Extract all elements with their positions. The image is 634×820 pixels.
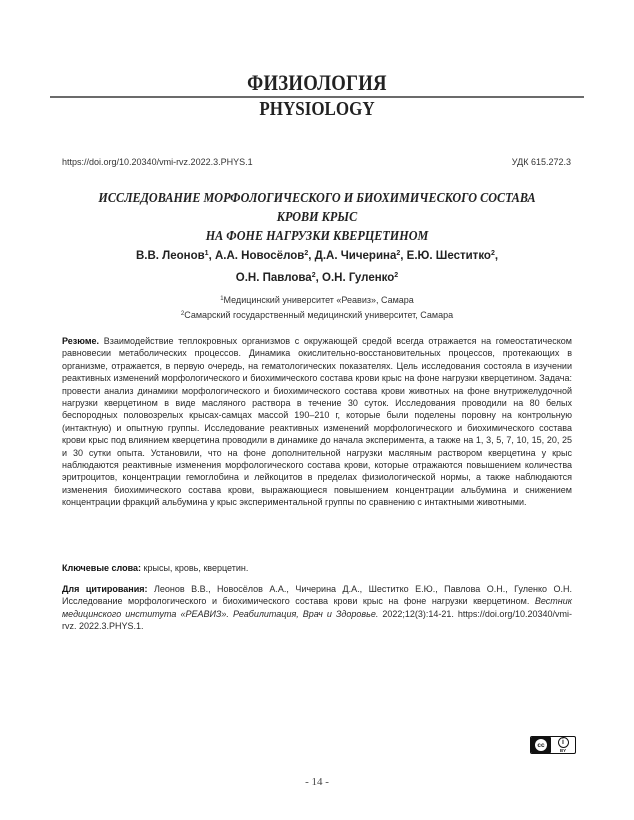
keywords-label: Ключевые слова: <box>62 563 142 573</box>
author-affil-ref: 2 <box>396 250 401 257</box>
author-name: А.А. Новосёлов <box>214 250 305 262</box>
affiliations <box>50 292 584 322</box>
author-name: О.Н. Павлова <box>235 272 312 284</box>
abstract-label: Резюме. <box>62 336 99 346</box>
keywords-text: крысы, кровь, кверцетин. <box>143 563 249 573</box>
citation-label: Для цитирования: <box>62 584 148 594</box>
author-name: О.Н. Гуленко <box>322 272 395 284</box>
author-affil-ref: 2 <box>394 272 399 279</box>
author-list <box>70 244 564 288</box>
cc-license-badge[interactable] <box>530 736 576 754</box>
citation-text: Леонов В.В., Новосёлов А.А., Чичерина Д.А., Шеститко Е.Ю., Павлова О.Н., Гуленко О.Н. Исследование морфологического и биохимического состава крови крыс на фоне нагрузки кверцетином. <box>62 584 572 607</box>
by-attribution <box>551 737 575 753</box>
title-line-2: НА ФОНЕ НАГРУЗКИ КВЕРЦЕТИНОМ <box>205 228 429 243</box>
cc-icon: cc <box>535 739 547 751</box>
affiliation-2: $^2$Самарский государственный медицинский университет, Самара <box>180 310 454 320</box>
page-number: - 14 - <box>305 776 329 788</box>
article-meta <box>62 157 571 167</box>
citation-journal: Вестник медицинского института «РЕАВИЗ». Реабилитация, Врач и Здоровье. <box>62 596 572 619</box>
by-label: BY <box>559 748 567 753</box>
author-affil-ref: 2 <box>304 250 309 257</box>
author-affil-ref: 1 <box>204 250 209 257</box>
authors-line-2: О.Н. Павлова$^2$, О.Н. Гуленко$^2$ <box>235 272 399 284</box>
person-icon: i <box>558 737 569 748</box>
article-title <box>77 188 558 245</box>
udk-code: УДК 615.272.3 <box>511 157 571 167</box>
cc-logo <box>531 737 551 753</box>
author-name: Д.А. Чичерина <box>314 250 397 262</box>
author-affil-ref: 2 <box>490 250 495 257</box>
citation-details[interactable]: 2022;12(3):14-21. https://doi.org/10.20340/vmi-rvz. 2022.3.PHYS.1. <box>62 608 572 632</box>
doi-link[interactable]: https://doi.org/10.20340/vmi-rvz.2022.3.PHYS.1 <box>62 157 253 167</box>
keywords <box>62 562 572 574</box>
authors-line-1: В.В. Леонов$^1$, А.А. Новосёлов$^2$, Д.А. Чичерина$^2$, Е.Ю. Шеститко$^2$, <box>135 250 499 262</box>
citation <box>62 583 572 633</box>
title-line-1: ИССЛЕДОВАНИЕ МОРФОЛОГИЧЕСКОГО И БИОХИМИЧЕСКОГО СОСТАВА КРОВИ КРЫС <box>98 190 536 224</box>
abstract-text: Взаимодействие теплокровных организмов с окружающей средой всегда отражается на гомеостатическом равновесии метаболических процессов. Динамика окислительно-восстановительных процессов, протекающих в организме, отражается, в первую очередь, на гематологических показателях. Цель исследования состояла в изучении реактивных изменений морфологического и биохимического состава крови крыс на фоне нагрузки кверцетином. Задача: провести анализ динамики морфологического и биохимического состава крови животных на фоне внутрижелудочной нагрузки кверцетином в виде масляного раствора в течение 30 суток. Исследования проводили на 80 белых беспородных половозрелых крысах-самцах массой 190–210 г, которые были поделены поровну на контрольную (интактную) и опытную группы. Исследование реактивных изменений морфологического и биохимического состава крови крыс под влиянием кверцетина проводили в динамике до начала эксперимента, а также на 1, 3, 5, 7, 10, 15, 20, 25 и 30 сутки опыта. Установили, что на фоне дополнительной нагрузки масляным раствором кверцетина у крыс наблюдаются реактивные изменения морфологического состава крови, которые отражаются повышением количества эритроцитов, концентрации гемоглобина и лейкоцитов в пределах физиологической нормы, а также наблюдаются изменения биохимического состава крови, выражающиеся повышением концентрации альбумина и снижением концентрации фракций альбумина у крыс экспериментальной группы по сравнению с интактными животными. <box>62 336 572 508</box>
abstract <box>62 335 572 509</box>
author-affil-ref: 2 <box>311 272 316 279</box>
section-title-ru: ФИЗИОЛОГИЯ <box>247 70 387 95</box>
section-title-en: PHYSIOLOGY <box>259 98 375 120</box>
affiliation-1: $^1$Медицинский университет «Реавиз», Самара <box>220 295 414 305</box>
author-name: Е.Ю. Шеститко <box>406 250 491 262</box>
author-name: В.В. Леонов <box>135 250 205 262</box>
